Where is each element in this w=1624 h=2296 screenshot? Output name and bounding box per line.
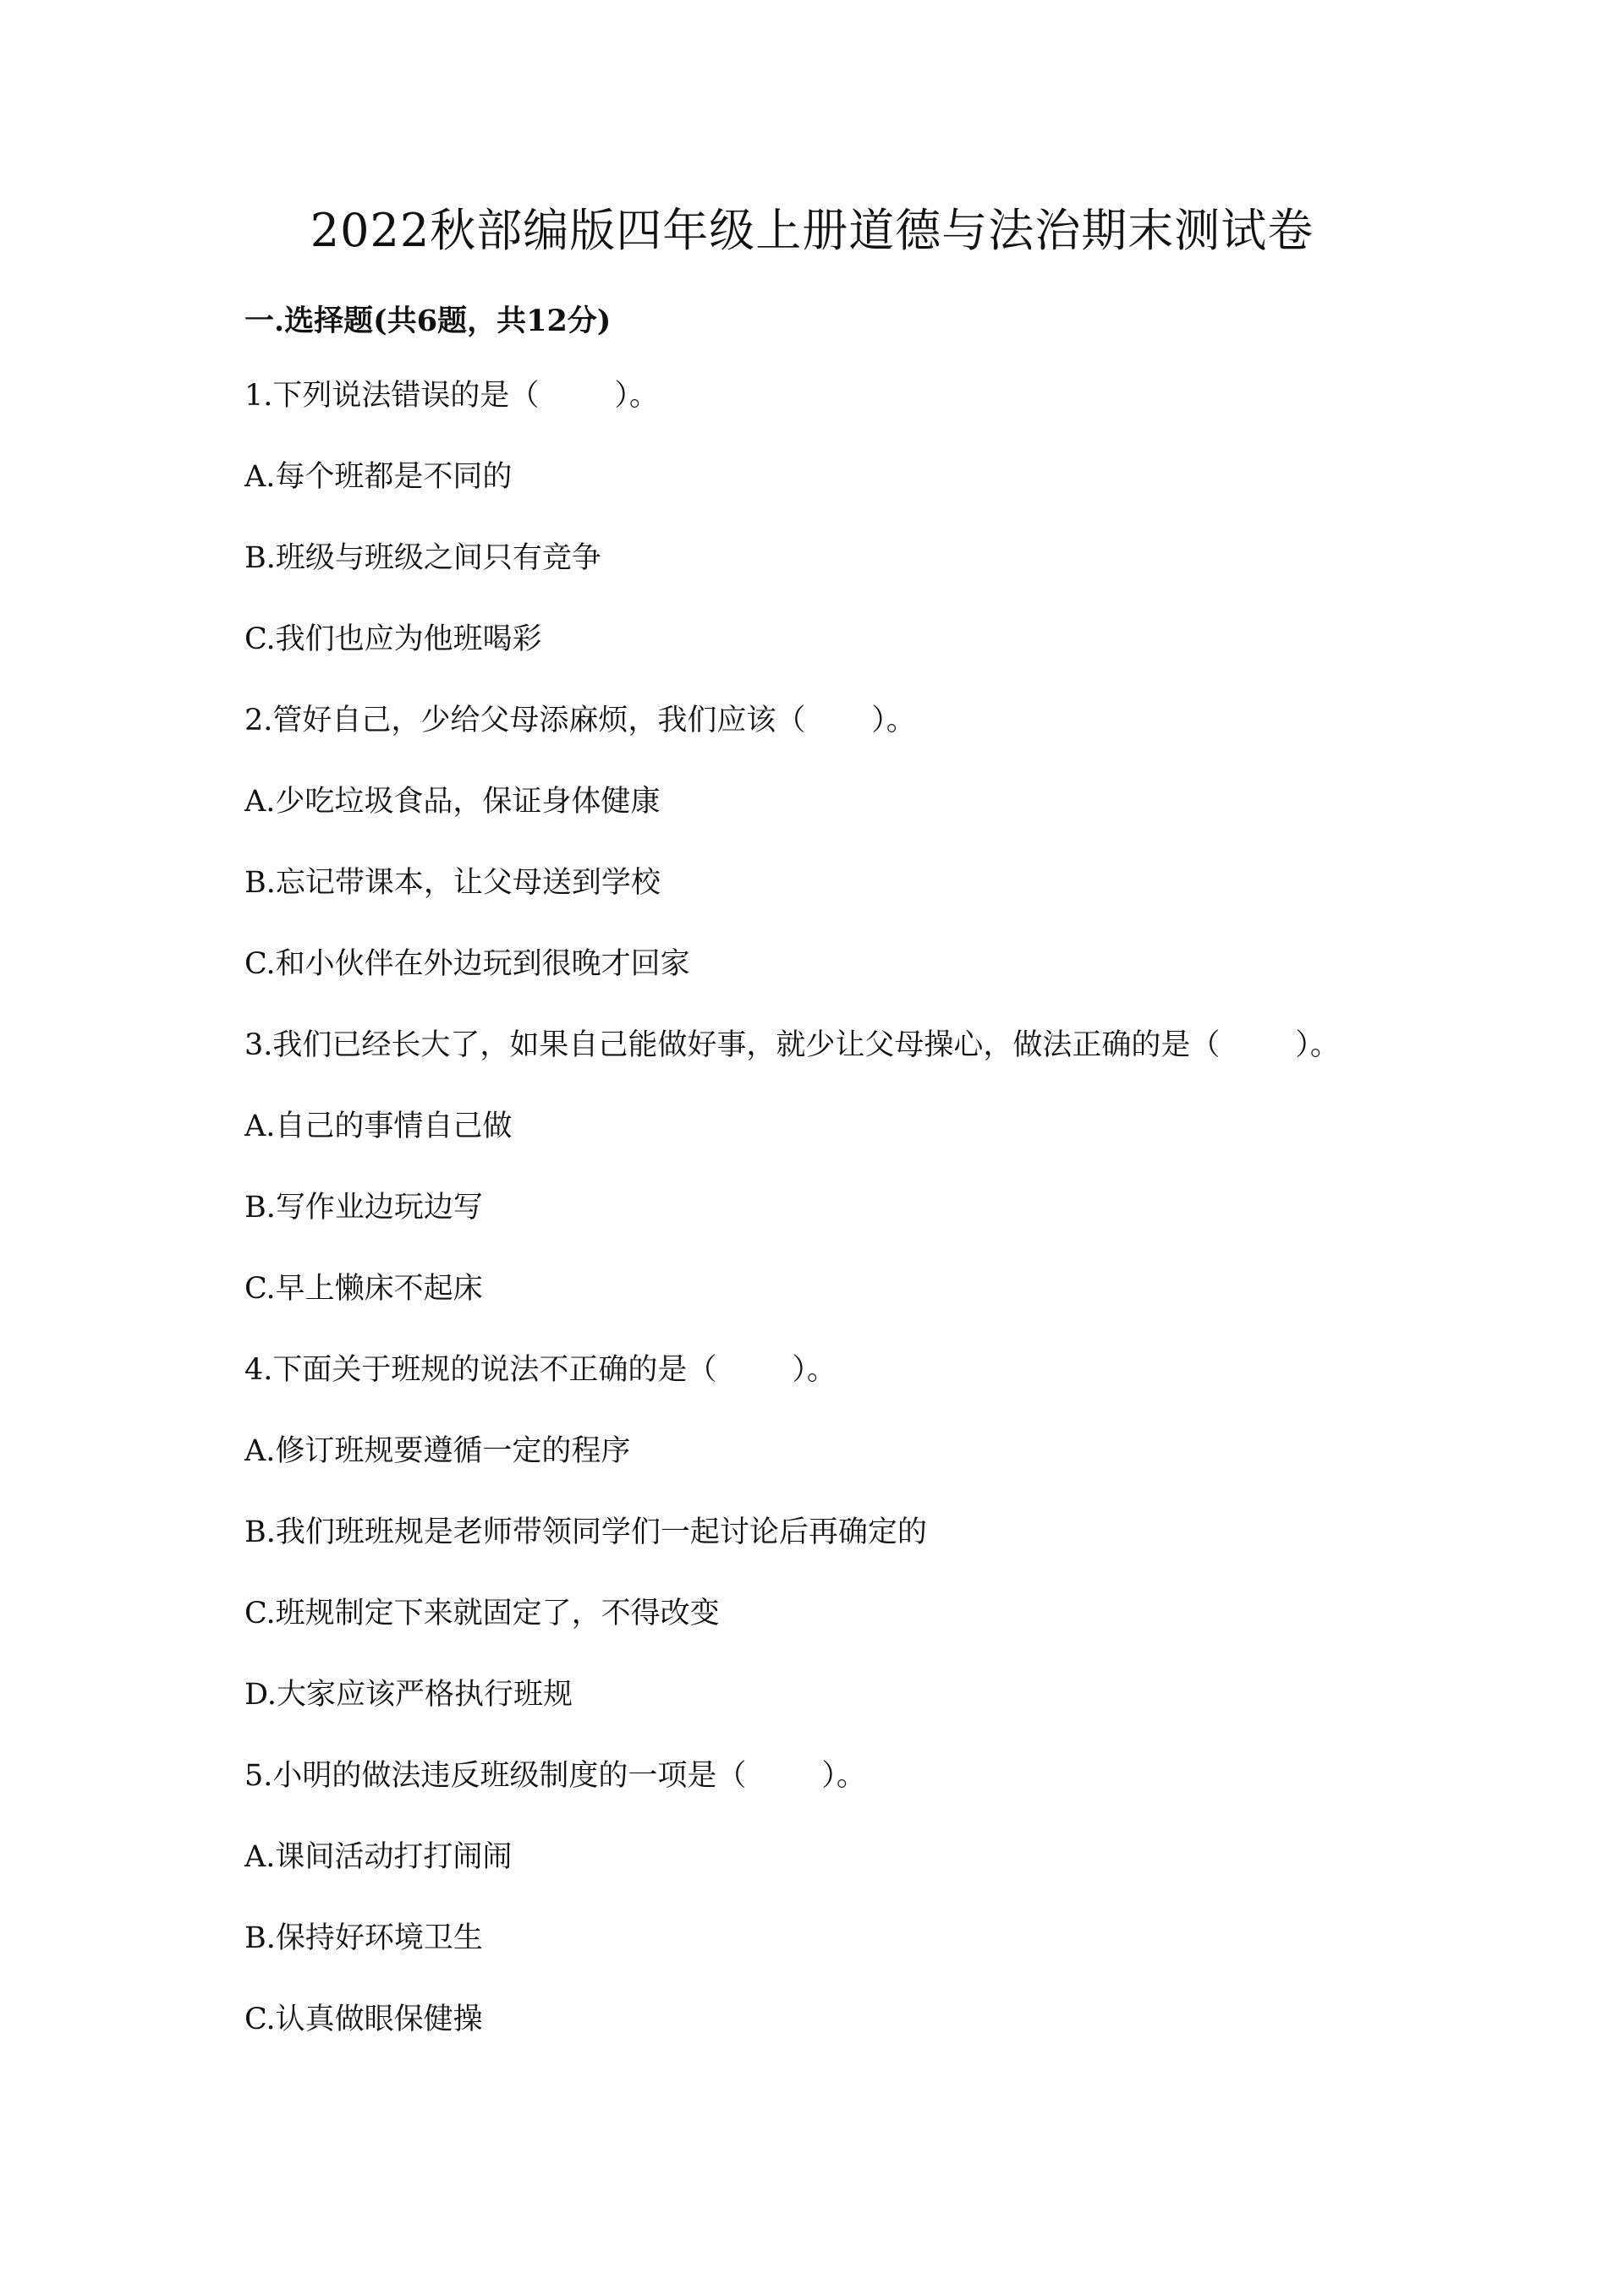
question-5: 5.小明的做法违反班级制度的一项是（ ）。 [244,1759,866,1793]
question-list [244,375,1361,2080]
question-2-option-c: C.和小伙伴在外边玩到很晚才回家 [244,947,690,981]
question-1-option-a: A.每个班都是不同的 [244,460,513,494]
question-4-option-c: C.班规制定下来就固定了，不得改变 [244,1597,720,1630]
question-4-option-b: B.我们班班规是老师带领同学们一起讨论后再确定的 [244,1515,927,1549]
question-1: 1.下列说法错误的是（ ）。 [244,379,659,413]
question-3: 3.我们已经长大了，如果自己能做好事，就少让父母操心，做法正确的是（ ）。 [244,1028,1340,1062]
question-5-option-c: C.认真做眼保健操 [244,2003,483,2036]
question-4: 4.下面关于班规的说法不正确的是（ ）。 [244,1353,837,1387]
question-5-option-b: B.保持好环境卫生 [244,1921,483,1955]
question-4-option-d: D.大家应该严格执行班规 [244,1678,573,1712]
question-1-option-c: C.我们也应为他班喝彩 [244,622,542,656]
question-3-option-c: C.早上懒床不起床 [244,1272,483,1306]
question-2: 2.管好自己，少给父母添麻烦，我们应该（ ）。 [244,704,916,737]
question-2-option-a: A.少吃垃圾食品，保证身体健康 [244,785,661,819]
question-2-option-b: B.忘记带课本，让父母送到学校 [244,866,661,900]
question-4-option-a: A.修订班规要遵循一定的程序 [244,1434,631,1468]
question-1-option-b: B.班级与班级之间只有竞争 [244,541,601,575]
exam-title: 2022秋部编版四年级上册道德与法治期末测试卷 [310,204,1314,257]
question-3-option-a: A.自己的事情自己做 [244,1110,513,1143]
question-3-option-b: B.写作业边玩边写 [244,1191,483,1225]
question-5-option-a: A.课间活动打打闹闹 [244,1840,513,1874]
section-title: 一.选择题(共6题，共12分) [244,304,612,338]
